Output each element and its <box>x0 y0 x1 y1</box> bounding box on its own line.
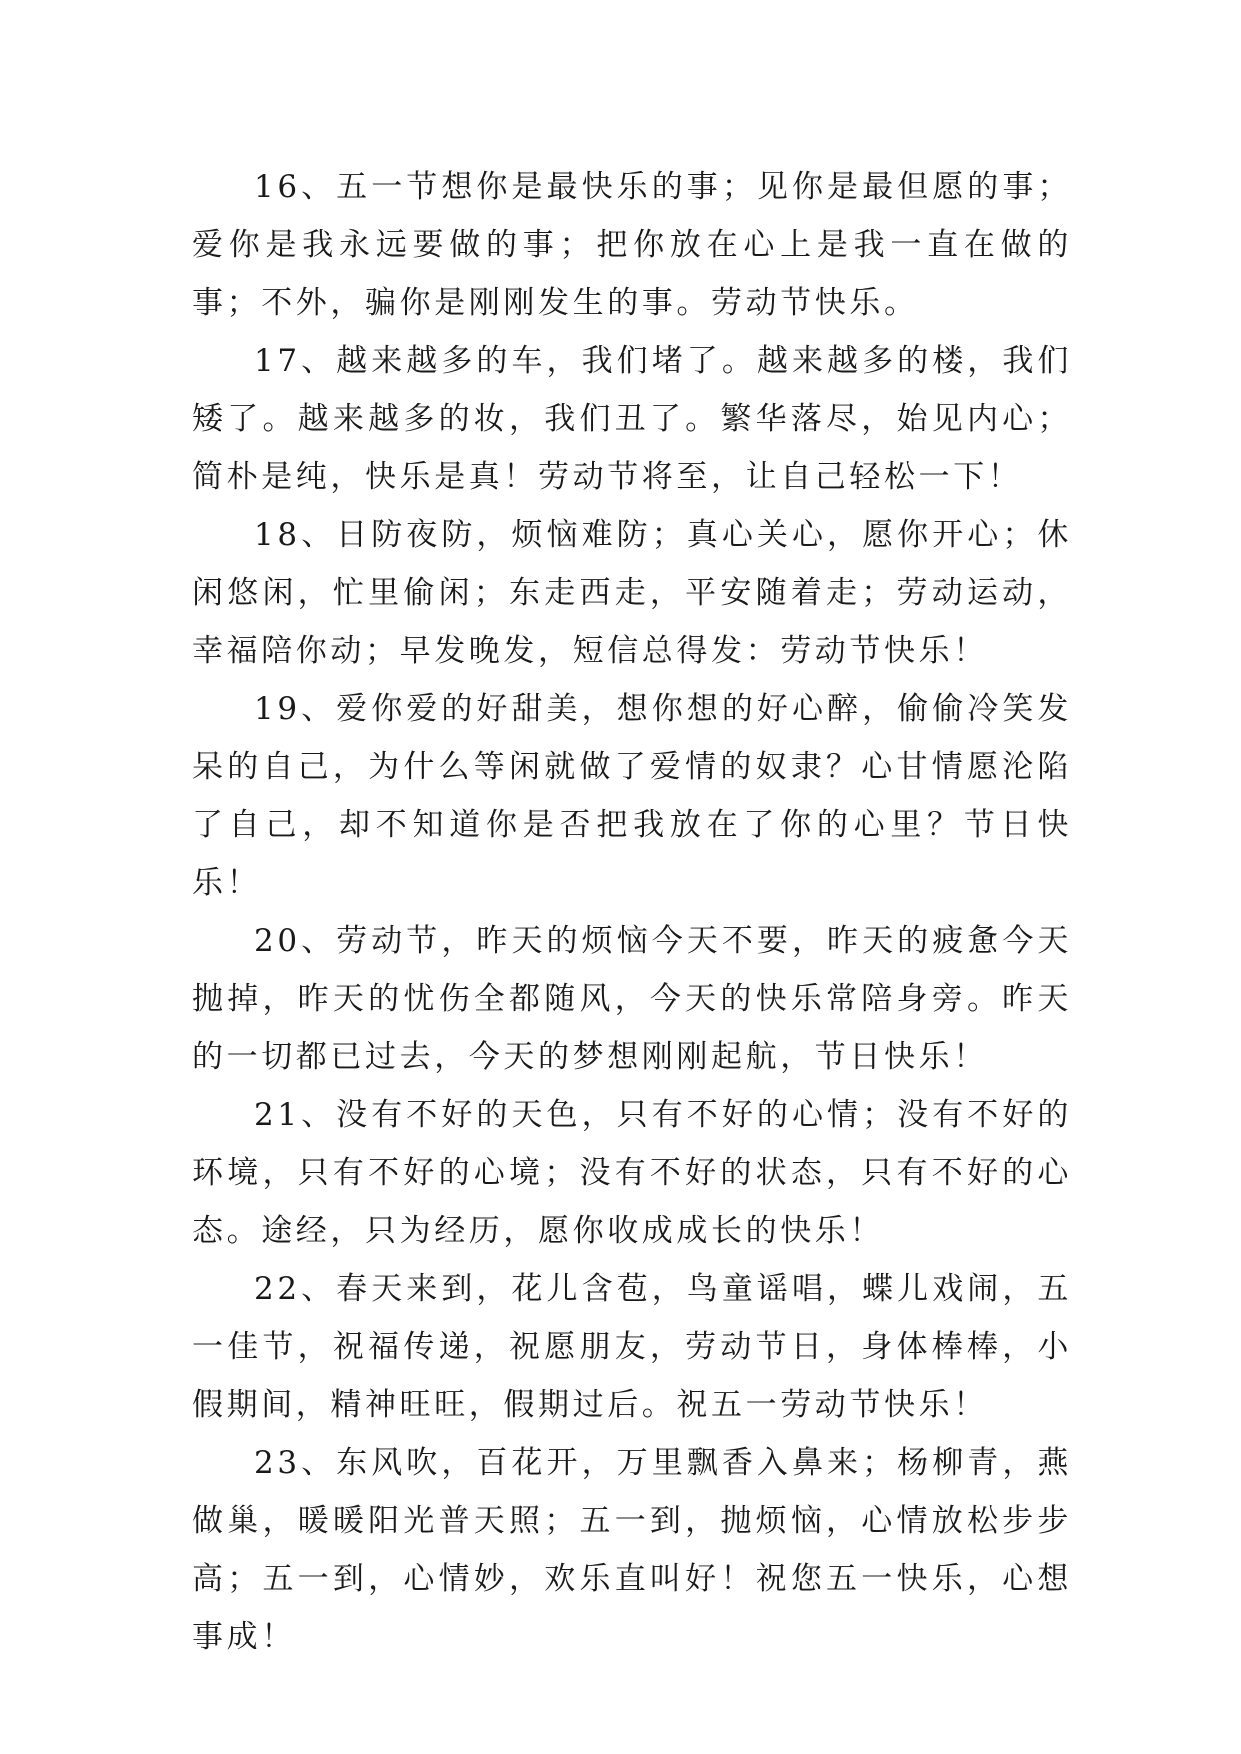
paragraph-17: 17、越来越多的车，我们堵了。越来越多的楼，我们矮了。越来越多的妆，我们丑了。繁华落尽，始见内心；简朴是纯，快乐是真！劳动节将至，让自己轻松一下！ <box>192 343 1072 495</box>
paragraph-19: 19、爱你爱的好甜美，想你想的好心醉，偷偷冷笑发呆的自己，为什么等闲就做了爱情的奴隶？心甘情愿沦陷了自己，却不知道你是否把我放在了你的心里？节日快乐！ <box>192 691 1072 901</box>
paragraph-22: 22、春天来到，花儿含苞，鸟童谣唱，蝶儿戏闹，五一佳节，祝福传递，祝愿朋友，劳动节日，身体棒棒，小假期间，精神旺旺，假期过后。祝五一劳动节快乐！ <box>192 1271 1072 1423</box>
paragraph-18: 18、日防夜防，烦恼难防；真心关心，愿你开心；休闲悠闲，忙里偷闲；东走西走，平安随着走；劳动运动，幸福陪你动；早发晚发，短信总得发：劳动节快乐！ <box>192 517 1072 669</box>
paragraph-23: 23、东风吹，百花开，万里飘香入鼻来；杨柳青，燕做巢，暖暖阳光普天照；五一到，抛烦恼，心情放松步步高；五一到，心情妙，欢乐直叫好！祝您五一快乐，心想事成！ <box>192 1445 1072 1655</box>
paragraph-20: 20、劳动节，昨天的烦恼今天不要，昨天的疲惫今天抛掉，昨天的忧伤全都随风，今天的快乐常陪身旁。昨天的一切都已过去，今天的梦想刚刚起航，节日快乐！ <box>192 923 1072 1075</box>
paragraph-21: 21、没有不好的天色，只有不好的心情；没有不好的环境，只有不好的心境；没有不好的状态，只有不好的心态。途经，只为经历，愿你收成成长的快乐！ <box>192 1097 1072 1249</box>
document-body <box>192 158 1072 1666</box>
paragraph-16: 16、五一节想你是最快乐的事；见你是最但愿的事；爱你是我永远要做的事；把你放在心上是我一直在做的事；不外，骗你是刚刚发生的事。劳动节快乐。 <box>192 169 1072 321</box>
